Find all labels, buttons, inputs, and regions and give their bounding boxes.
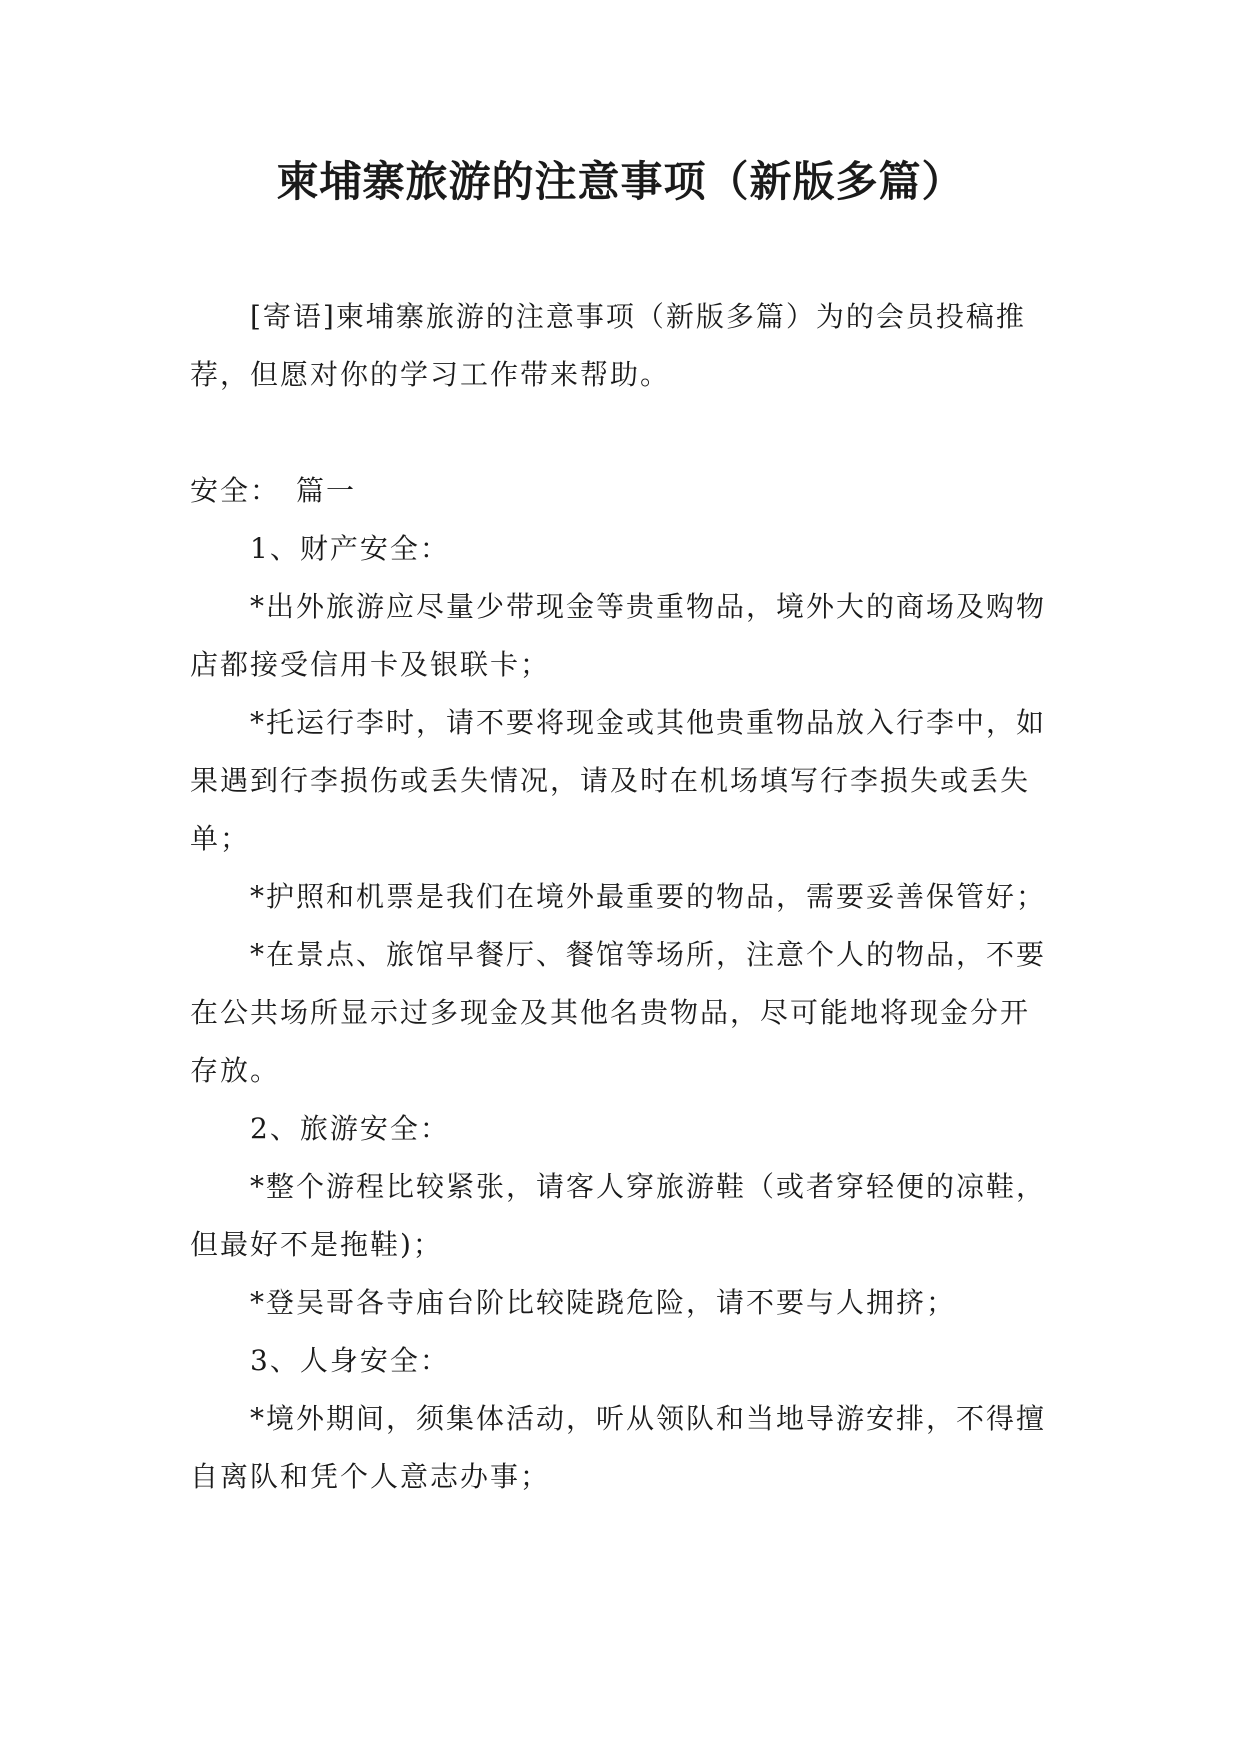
paragraph: 3、人身安全： bbox=[250, 1344, 450, 1377]
paragraph: 2、旅游安全： bbox=[250, 1112, 450, 1145]
document-body bbox=[190, 288, 1050, 1506]
paragraph: *整个游程比较紧张，请客人穿旅游鞋（或者穿轻便的凉鞋，但最好不是拖鞋)； bbox=[190, 1170, 1047, 1261]
paragraph: *护照和机票是我们在境外最重要的物品，需要妥善保管好； bbox=[250, 880, 1047, 913]
paragraph: *在景点、旅馆早餐厅、餐馆等场所，注意个人的物品，不要在公共场所显示过多现金及其他名贵物品，尽可能地将现金分开存放。 bbox=[190, 938, 1047, 1087]
document-title: 柬埔寨旅游的注意事项（新版多篇） bbox=[276, 157, 965, 206]
paragraph: 1、财产安全： bbox=[250, 532, 450, 565]
paragraph: *境外期间，须集体活动，听从领队和当地导游安排，不得擅自离队和凭个人意志办事； bbox=[190, 1402, 1047, 1493]
intro-paragraph: [寄语]柬埔寨旅游的注意事项（新版多篇）为的会员投稿推荐，但愿对你的学习工作带来帮助。 bbox=[190, 300, 1026, 391]
paragraph: *登吴哥各寺庙台阶比较陡跷危险，请不要与人拥挤； bbox=[250, 1286, 957, 1319]
paragraph: *托运行李时，请不要将现金或其他贵重物品放入行李中，如果遇到行李损伤或丢失情况，请及时在机场填写行李损失或丢失单； bbox=[190, 706, 1047, 855]
section-heading: 安全： 篇一 bbox=[190, 474, 357, 507]
paragraph: *出外旅游应尽量少带现金等贵重物品，境外大的商场及购物店都接受信用卡及银联卡； bbox=[190, 590, 1047, 681]
